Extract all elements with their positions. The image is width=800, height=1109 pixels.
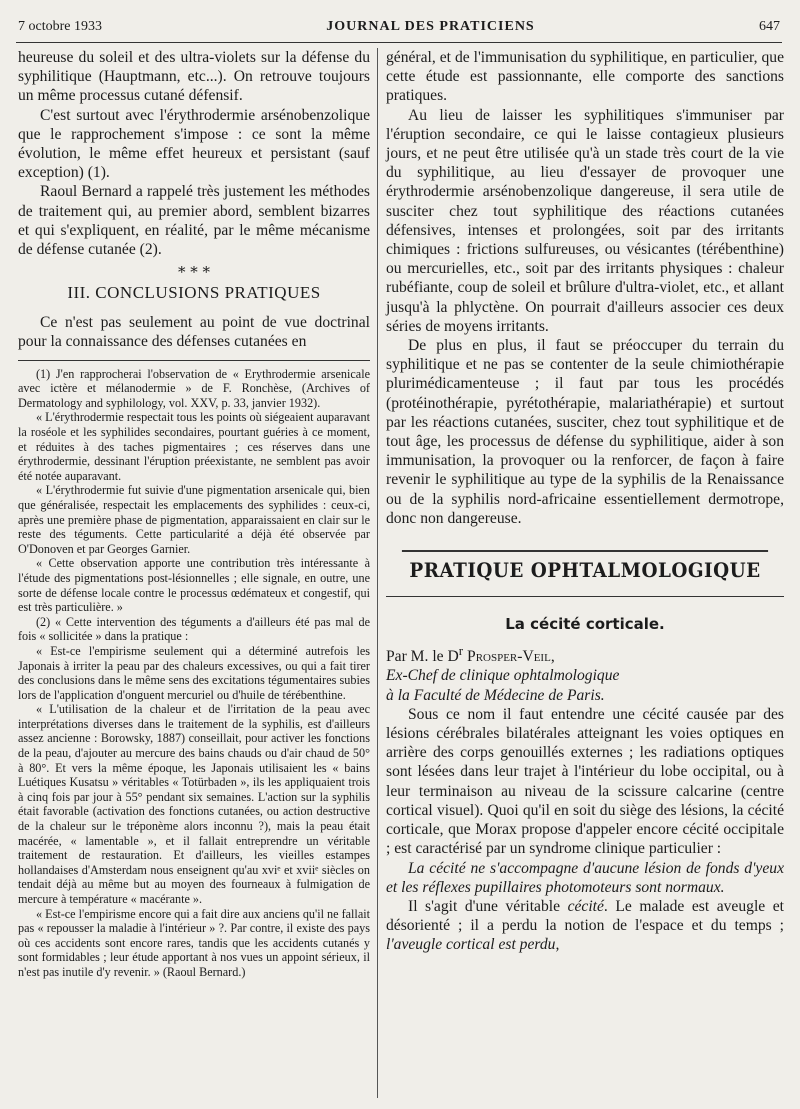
paragraph-6-middle: . Le malade est aveugle et désorienté ; il a perdu la notion de l'espace et du temps ; — [386, 897, 784, 935]
left-paragraph-2: C'est surtout avec l'érythrodermie arsénobenzolique que le rapprochement s'impose : ce sont la même évolution, le même effet heureux et persistant (sauf exception) (1). — [18, 106, 370, 182]
footnote-paragraph: « L'érythrodermie fut suivie d'une pigmentation arsenicale qui, bien que généralisée, respectait les emplacements des syphilides : ceux-ci, après une première phase de pigmentation, apparaissaient en clair sur le reste des téguments. Cette particularité a déjà été observée par O'Donoven et par Georges Garnier. — [18, 483, 370, 556]
left-column — [18, 48, 370, 980]
right-paragraph-3: De plus en plus, il faut se préoccuper du terrain du syphilitique et ne pas se contenter de la seule chimiothérapie plurimédicamenteuse ; il faut par tous les procédés (protéinothérapie, pyrétothérapie, malariathérapie) et surtout par les réactions cutanées, susciter, chez tout syphilitique et de tout âge, les processus de défense du syphilitique, aider à son immunisation, la provoquer ou la renforcer, de façon à faire revenir le syphilitique au type de la syphilis de la Renaissance ou de la syphilis nord-africaine essentiellement dermotrope, donc non dangereuse. — [386, 337, 784, 527]
affiliation-line-1: Ex-Chef de clinique ophtalmologique — [386, 667, 620, 685]
header-rule — [16, 42, 782, 43]
footnotes — [18, 367, 370, 980]
paragraph-6-emphasis-1: cécité — [567, 897, 604, 915]
right-paragraph-6 — [386, 897, 784, 955]
rubric-heading: PRATIQUE OPHTALMOLOGIQUE — [402, 550, 768, 590]
paragraph-6-emphasis-2: l'aveugle cortical est perdu, — [386, 936, 560, 954]
section-heading: III. CONCLUSIONS PRATIQUES — [67, 283, 321, 303]
footnote-paragraph: (1) J'en rapprocherai l'observation de « Erythrodermie arsenicale avec ictère et mélanodermie » de F. Ronchèse, (Archives of Dermatology and syphilology, vol. XXV, p. 33, janvier 1932). — [18, 366, 370, 410]
running-header — [18, 14, 780, 40]
left-paragraph-3: Raoul Bernard a rappelé très justement les méthodes de traitement qui, au premier abord, semblent bizarres et qui s'expliquent, en réalité, par le même mécanisme de défense cutanée (2). — [18, 183, 370, 259]
right-column — [386, 48, 784, 955]
left-paragraph-4: Ce n'est pas seulement au point de vue doctrinal pour la connaissance des défenses cutanées en — [18, 314, 370, 351]
journal-title: JOURNAL DES PRATICIENS — [326, 19, 535, 34]
footnote-paragraph: « Est-ce l'empirisme seulement qui a déterminé autrefois les Japonais à irriter la peau par des chaleurs excessives, ou qui a fait tirer des conclusions dans le même sens des excitations tégumentaires subies lors de l'application d'onguent mercuriel ou d'huile de térébenthine. — [18, 643, 370, 702]
byline-superscript: r — [458, 643, 464, 659]
footnote-rule — [18, 360, 370, 361]
rubric-rule — [386, 596, 784, 597]
right-paragraph-4: Sous ce nom il faut entendre une cécité causée par des lésions cérébrales bilatérales atteignant les voies optiques en arrière des corps genouillés externes ; les radiations optiques sont lésées dans leur trajet à l'intérieur du lobe occipital, ou à leur terminaison au niveau de la scissure calcarine (centre cortical visuel). Quoi qu'il en soit du siège des lésions, la cécité corticale, que Morax propose d'appeler encore cécité occipitale ; est caractérisé par un syndrome clinique particulier : — [386, 705, 784, 858]
footnote-paragraph: « L'utilisation de la chaleur et de l'irritation de la peau avec interprétations diverses dans le traitement de la syphilis, est d'ailleurs assez ancienne : Borowsky, 1887) conseillait, pour activer les fonctions de la peau, d'ajouter au mercure des bains chauds ou d'air chaud de 50° à 80°. Et vers la même époque, les Japonais utilisaient les « bains Luétiques Kusatsu » véritables « Totürbaden », ils les appliquaient trois à cinq fois par jour à 55° pendant six semaines. L'action sur la syphilis était favorable (activation des fonctions cutanées, ou action destructive de la chaleur sur le tréponème alors inconnu ?), mais la peau était macérée, « lamentable », et il fallait entreprendre un véritable traitement de restauration. Et d'ailleurs, les vieilles estampes hollandaises d'Amsterdam nous enseignent qu'au xviᵉ et xviiᵉ siècles on tendait déjà au même but au moyen des fourneaux à fulmigation de mercure à température « macérante ». — [18, 702, 370, 907]
page-number: 647 — [759, 19, 780, 34]
author-affiliation — [386, 666, 784, 704]
footnote-paragraph: « Cette observation apporte une contribution très intéressante à l'étude des pigmentations post-lésionnelles ; elle signale, en outre, une sorte de défense locale contre le processus œdémateux et congestif, qui est très particulière. » — [18, 556, 370, 615]
right-paragraph-2: Au lieu de laisser les syphilitiques s'immuniser par l'éruption secondaire, ce qui le laisse contagieux plusieurs jours, et ne peut être utilisée qu'à un stade très court de la vie du syphilitique, au lieu d'essayer de provoquer une érythrodermie arsénobenzolique dangereuse, il sera utile de susciter chez tout syphilitique des réactions cutanées défensives, intenses et prolongées, soit par des irritants chimiques : frictions sulfureuses, ou vésicantes (térébenthine) ou mercurielles, etc., soit par des irritants physiques : chaleur rubéfiante, coup de soleil et brûlure d'ultra-violet, etc., et allant jusqu'à la phlyctène. On pourrait d'ailleurs associer ces deux séries de moyens irritants. — [386, 106, 784, 335]
affiliation-line-2: à la Faculté de Médecine de Paris. — [386, 686, 605, 704]
footnote-paragraph: « Est-ce l'empirisme encore qui a fait dire aux anciens qu'il ne fallait pas « repousser la maladie à l'intérieur » ?. Par contre, il existe des pays où ces accidents sont encore rares, tandis que les accidents cutanés y sont formidables ; leur étude apportant à nos vues un appoint sérieux, il n'est pas inutile d'y revenir. » (Raoul Bernard.) — [18, 906, 371, 979]
paragraph-6-start: Il s'agit d'une véritable — [408, 897, 568, 915]
left-paragraph-1: heureuse du soleil et des ultra-violets sur la défense du syphilitique (Hauptmann, etc...). On retrouve toujours un même processus cutané défensif. — [18, 49, 370, 105]
article-byline — [386, 641, 784, 666]
byline-prefix: Par M. le D — [386, 648, 459, 666]
footnote-paragraph: (2) « Cette intervention des téguments a d'ailleurs été pas mal de fois « sollicitée » dans la pratique : — [18, 614, 370, 644]
article-title: La cécité corticale. — [505, 615, 665, 634]
right-paragraph-1: général, et de l'immunisation du syphilitique, en particulier, que cette étude est passionnante, elle comporte des sanctions pratiques. — [386, 49, 784, 105]
author-name: Prosper-Veil, — [467, 648, 555, 666]
column-divider — [377, 48, 378, 1098]
issue-date: 7 octobre 1933 — [18, 19, 102, 34]
section-asterism: * * * — [177, 263, 211, 282]
right-paragraph-italic: La cécité ne s'accompagne d'aucune lésion de fonds d'yeux et les réflexes pupillaires photomoteurs sont normaux. — [386, 859, 784, 896]
footnote-paragraph: « L'érythrodermie respectait tous les points où siégeaient auparavant la roséole et les syphilides secondaires, pourtant guéries à ce moment, et réduites à des taches pigmentaires ; ces réserves dans une érythrodermie, dessinant l'éruption préexistante, ne semblent pas avoir été notée auparavant. — [18, 410, 370, 483]
